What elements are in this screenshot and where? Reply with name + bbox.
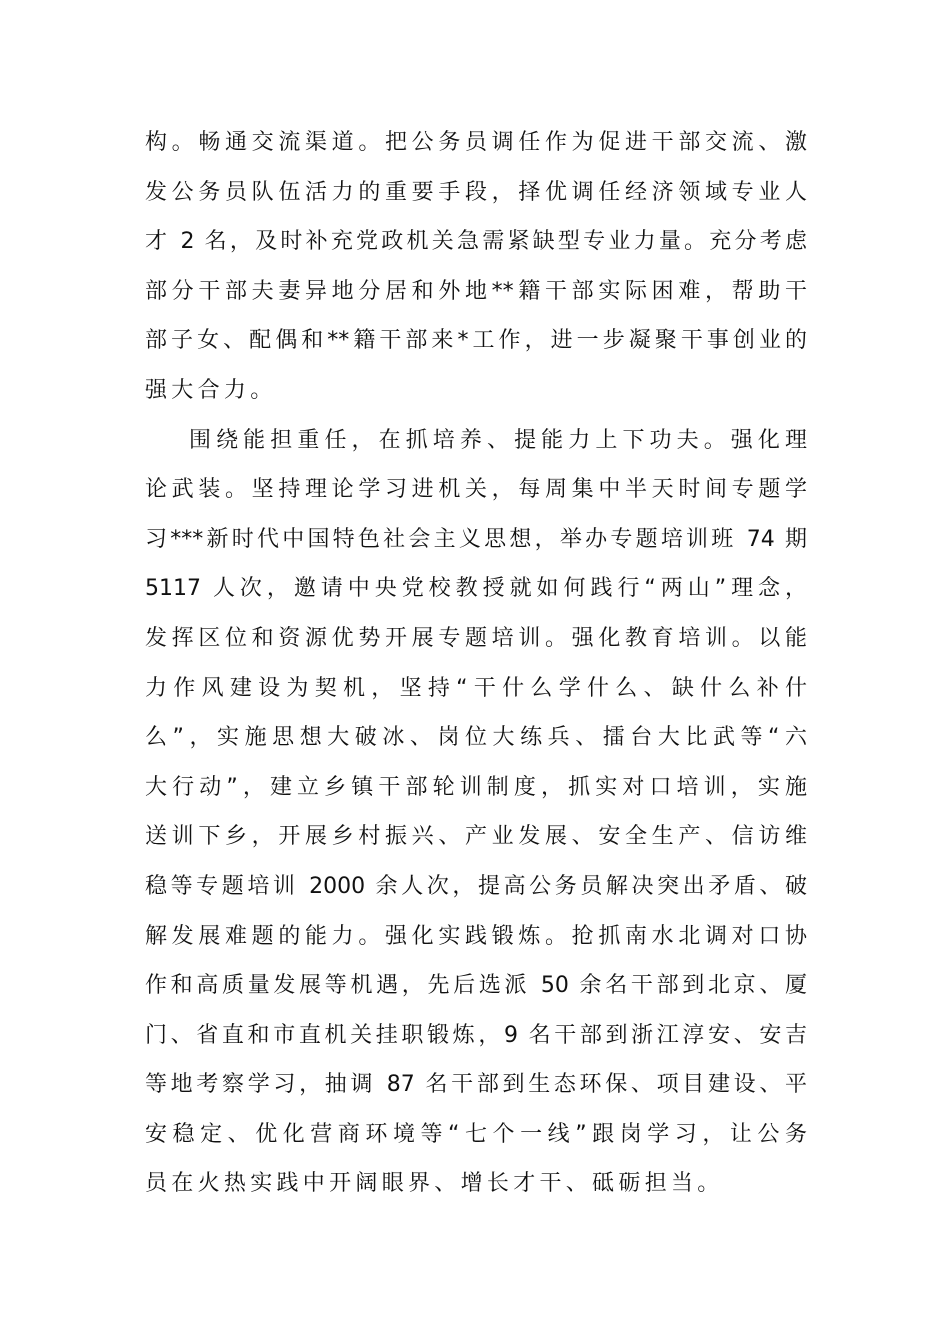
text-line: 作和高质量发展等机遇，先后选派 50 余名干部到北京、厦 bbox=[145, 973, 807, 999]
text-line: 才 2 名，及时补充党政机关急需紧缺型专业力量。充分考虑 bbox=[145, 229, 807, 255]
text-line: 解发展难题的能力。强化实践锻炼。抢抓南水北调对口协 bbox=[145, 923, 807, 949]
text-line: 门、省直和市直机关挂职锻炼，9 名干部到浙江淳安、安吉 bbox=[145, 1022, 807, 1048]
text-line: 大行动”，建立乡镇干部轮训制度，抓实对口培训，实施 bbox=[145, 774, 807, 800]
text-line: 发挥区位和资源优势开展专题培训。强化教育培训。以能 bbox=[145, 625, 807, 651]
text-line: 论武装。坚持理论学习进机关，每周集中半天时间专题学 bbox=[145, 477, 807, 503]
text-line: 部分干部夫妻异地分居和外地**籍干部实际困难，帮助干 bbox=[145, 278, 807, 304]
text-line: 5117 人次，邀请中央党校教授就如何践行“两山”理念， bbox=[145, 576, 807, 602]
text-line: 稳等专题培训 2000 余人次，提高公务员解决突出矛盾、破 bbox=[145, 873, 807, 899]
text-line: 力作风建设为契机，坚持“干什么学什么、缺什么补什 bbox=[145, 675, 807, 701]
text-line: 发公务员队伍活力的重要手段，择优调任经济领域专业人 bbox=[145, 179, 807, 205]
document-page bbox=[145, 118, 807, 1209]
paragraph-2 bbox=[145, 416, 807, 1210]
text-line: 送训下乡，开展乡村振兴、产业发展、安全生产、信访维 bbox=[145, 824, 807, 850]
text-line: 么”，实施思想大破冰、岗位大练兵、擂台大比武等“六 bbox=[145, 725, 807, 751]
text-line: 强大合力。 bbox=[145, 377, 277, 403]
text-line: 习***新时代中国特色社会主义思想，举办专题培训班 74 期 bbox=[145, 526, 807, 552]
text-line: 围绕能担重任，在抓培养、提能力上下功夫。强化理 bbox=[189, 427, 807, 453]
paragraph-1 bbox=[145, 118, 807, 416]
text-line: 员在火热实践中开阔眼界、增长才干、砥砺担当。 bbox=[145, 1171, 724, 1197]
text-line: 构。畅通交流渠道。把公务员调任作为促进干部交流、激 bbox=[145, 130, 807, 155]
text-line: 等地考察学习，抽调 87 名干部到生态环保、项目建设、平 bbox=[145, 1072, 807, 1098]
text-line: 部子女、配偶和**籍干部来*工作，进一步凝聚干事创业的 bbox=[145, 328, 807, 354]
text-line: 安稳定、优化营商环境等“七个一线”跟岗学习，让公务 bbox=[145, 1121, 807, 1147]
